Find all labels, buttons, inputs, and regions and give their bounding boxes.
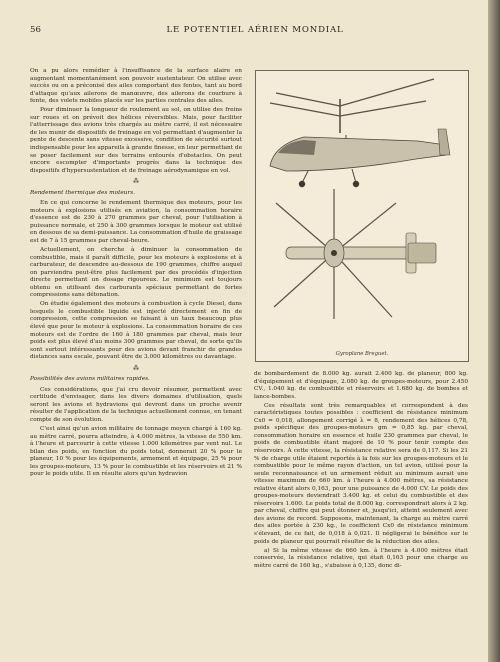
figure-caption: Gyroplane Breguet. — [335, 351, 389, 357]
left-text-column — [30, 68, 242, 480]
paragraph: C'est ainsi qu'un avion militaire de tonnage moyen chargé à 160 kg. au mètre carré, pourra atteindre, à 4.000 mètres, la vitesse de 550 km. à l'heure et parcourir à cette vitesse 1.000 kilomètres par vent nul. Le bilan des poids, en fonction du poids total, donnerait 20 % pour le planeur, 10 % pour les équipements, armement et équipage, 25 % pour les groupes-moteurs, 13 % pour le combustible et les réservoirs et 21 % pour le poids utile. Il en résulte alors qu'un hydravion — [30, 426, 242, 478]
gyroplane-figure — [255, 70, 469, 362]
right-text-column — [254, 371, 468, 572]
side-view-fuselage — [270, 129, 450, 187]
page-header — [30, 25, 480, 37]
section-separator: ⁂ — [133, 364, 139, 372]
paragraph: Pour diminuer la longueur de roulement au sol, on utilise des freins sur roues et on prévoit des hélices réversibles. Mais, pour faciliter l'atterrissage des avions très chargés au mètre carré, il est nécessaire de les munir de dispositifs de freinage en vol permettant d'augmenter la pente de descente sans vitesse excessive, condition de sécurité surtout indispensable pour les appareils à grande finesse, en leur permettant de se poser facilement sur des terrains entourés d'obstacles. On peut encore escompter d'importants progrès dans la technique des dispositifs d'hypersustentation et de freinage aérodynamique en vol. — [30, 107, 242, 174]
paragraph: On étudie également des moteurs à combustion à cycle Diesel, dans lesquels le combustible liquide est injecté directement en fin de compression, cette compression se faisant à un taux beaucoup plus élevé que pour le moteur à explosions. La consommation horaire de ces moteurs est de l'ordre de 160 à 180 grammes par cheval, mais leur poids est plus élevé d'au moins 300 grammes par cheval, de sorte qu'ils sont surtout intéressants pour des avions devant franchir de grandes distances sans escale, pouvant être de 3.000 kilomètres ou davantage. — [30, 301, 242, 361]
side-view-rotor-blades — [270, 79, 434, 133]
page-number: 56 — [30, 25, 41, 35]
book-edge — [488, 0, 500, 662]
paragraph: On a pu alors remédier à l'insuffisance de la surface alaire en augmentant momentanément son pouvoir sustentateur. On utilise avec succès ou on a préconisé des ailes comportant des fentes, tant au bord d'attaque qu'aux ailerons de manœuvre, des ailerons de courbure à fente, des volets mobiles placés sur les parties centrales des ailes. — [30, 68, 242, 105]
paragraph: Ces résultats sont très remarquables et correspondent à des caractéristiques toutes possibles : coefficient de résistance minimum Cx0 = 0,018, allongement corrigé λ = 8, rendement des hélices 0,78, poids spécifique des groupes-moteurs gm = 0,85 kg. par cheval, consommation horaire en essence et huile 230 grammes par cheval, le poids de combustible étant majoré de 10 % pour tenir compte des réservoirs. À cette vitesse, la résistance relative sera de 0,117. Si les 21 % de charge utile étaient reportés à la fois sur les groupes-moteurs et le combustible pour le même rayon d'action, un tel avion, utilisé pour la seule reconnaissance et un armement réduit au minimum aurait une vitesse maximum de 660 km. à l'heure à 4.000 mètres, sa résistance relative étant alors 0,163, pour une puissance de 4.000 CV. Le poids des groupes-moteurs deviendrait 3.400 kg. et celui du combustible et des réservoirs 1.600. Le poids total de 8.000 kg. correspondrait alors à 2 kg. par cheval, chiffre qui peut étonner et, jusqu'ici, atteint seulement avec des avions de record. Supposons, maintenant, la charge au mètre carré des ailes portée à 230 kg., le coefficient Cx0 de résistance minimum s'élevant, de ce fait, de 0,018 à 0,021. Il négligerai le bénéfice sur le poids de planeur qui pourrait résulter de la réduction des ailes. — [254, 402, 468, 545]
paragraph: de bombardement de 8.000 kg. aurait 2.400 kg. de planeur, 800 kg. d'équipement et d'équipage, 2.080 kg. de groupes-moteurs, pour 2.450 CV., 1.040 kg. de combustible et réservoirs et 1.680 kg. de bombes et lance-bombes. — [254, 371, 468, 400]
section-separator: ⁂ — [133, 178, 139, 186]
section-heading: Rendement thermique des moteurs. — [30, 189, 136, 196]
paragraph: Actuellement, on cherche à diminuer la consommation de combustible, mais il paraît difficile, pour les moteurs à explosions et à carburateur, de descendre au-dessous de 190 grammes, chiffre auquel on parviendra peut-être plus facilement par des procédés d'injection directe permettant un dosage rigoureux. Le minimum est toujours obtenu en utilisant des carburants spéciaux permettant de fortes compressions sans détonation. — [30, 247, 242, 299]
running-title: LE POTENTIEL AÉRIEN MONDIAL — [166, 25, 344, 35]
paragraph: a) Si la même vitesse de 660 km. à l'heure à 4.000 mètres était conservée, la résistance relative, qui était 0,163 pour une charge au mètre carré de 160 kg., s'abaisse à 0,135, donc di- — [254, 547, 468, 569]
section-heading: Possibilités des avions militaires rapides. — [30, 376, 150, 383]
paragraph: Ces considérations, que j'ai cru devoir résumer, permettent avec certitude d'envisager, dans les divers domaines d'utilisation, quels seront les avions et hydravions qui devront dans un proche avenir résulter de l'application de la technique actuellement connue, en tenant compte de son évolution. — [30, 386, 242, 424]
gyroplane-illustration — [256, 71, 468, 361]
paragraph: En ce qui concerne le rendement thermique des moteurs, pour les moteurs à explosions utilisés en aviation, la consommation horaire d'essence est de 230 à 270 grammes par cheval, pour l'utilisation à puissance normale, et 250 à 300 grammes lorsque le moteur est utilisé en dessous de sa demi-puissance. La consommation d'huile de graissage est de 7 à 15 grammes par cheval-heure. — [30, 200, 242, 244]
top-view-airframe — [286, 233, 436, 273]
